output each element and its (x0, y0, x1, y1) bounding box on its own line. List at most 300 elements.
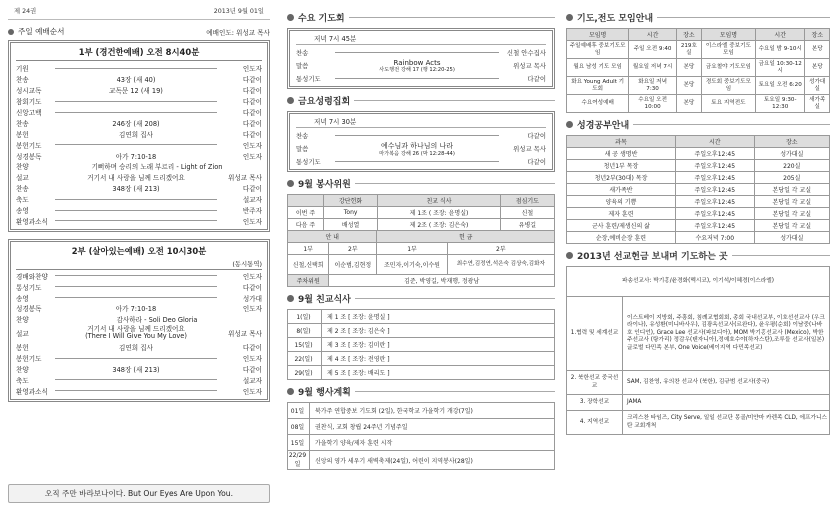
service-row (16, 161, 262, 172)
service-item-label: 설교 (16, 330, 29, 339)
table-cell: 제 2조 ( 조장: 김은숙) (378, 219, 501, 231)
table-cell: 2부 (329, 243, 377, 255)
study-title: 성경공부안내 (577, 121, 630, 131)
table-cell: 새가족반 (567, 184, 676, 196)
service-item-person: 설교자 (242, 376, 262, 385)
missionaries-row: 파송선교사: 박기홍/윤경화(멕시코), 이기석/이혜경(이스라엘) (567, 267, 830, 297)
table-header: 시간 (629, 29, 677, 41)
leader-line (55, 275, 217, 276)
table-cell: Tony (324, 207, 378, 219)
meetings-title: 기도,전도 모임안내 (577, 14, 654, 24)
leader-line (335, 52, 499, 53)
table-row (288, 451, 555, 470)
prayer-item-person: 신철 안수집사 (506, 48, 546, 57)
worship-order-title: 주일 예배순서 (18, 27, 65, 36)
table-cell: 1부 (377, 243, 447, 255)
service-row (16, 364, 262, 375)
prayer-item-person: 다같이 (527, 75, 546, 84)
prayer-item-label: 말씀 (296, 62, 309, 70)
service-item-person: 다같이 (242, 130, 262, 139)
wednesday-header (287, 11, 555, 24)
service-item-person: 인도자 (242, 217, 262, 226)
table-cell: 군사 훈련/제생신의 삶 (567, 220, 676, 232)
service-item-label: 찬송 (16, 76, 29, 85)
bullet-icon (566, 121, 573, 128)
table-row (567, 371, 830, 395)
event-date: 08일 (288, 419, 310, 435)
first-service-box (8, 40, 270, 232)
weekday-column (287, 0, 555, 507)
worship-order-header (8, 26, 270, 37)
service-item-person: 설교자 (242, 196, 262, 205)
leader-line (55, 68, 217, 69)
service-row (16, 194, 262, 205)
service-item-person: 인도자 (242, 152, 262, 161)
table-row (567, 59, 830, 77)
table-cell: 205실 (754, 172, 829, 184)
service-row (16, 183, 262, 194)
leader-line (55, 144, 217, 145)
table-row (288, 435, 555, 451)
fellowship-date: 29(일) (288, 366, 322, 380)
fellowship-date: 22(일) (288, 352, 322, 366)
table-cell: 최수연,김정연,석은숙 김상숙,김화자 (447, 255, 554, 275)
wednesday-time: 저녁 7시 45분 (296, 33, 546, 45)
service-row (16, 292, 262, 303)
mission-recipients: 이스트베이 지방회, 주흥회, 침례교협회회, 총회 국내선교부, 이호선선교사 (우크라이나), 유성환(미니바사우), 김광옥선교사(르완다), 윤우평(순회) 이남중(나바호 인디언), Grace Lee 선교사(파보디아), MOM 박기홍선교사 (Mexico), 박한주선교사 (탕가리) 정감우(텐자니아),정예호수야(하자스탄),조루들 선교사(일본) 글로벌 다민족 본부, One Voice(베이지역 다민족선교) (623, 297, 830, 371)
meetings-table (566, 28, 830, 113)
service-row (16, 385, 262, 396)
service-row (16, 117, 262, 128)
table-cell: 새가족실 (805, 95, 830, 113)
service-row (16, 74, 262, 85)
fellowship-group: 제 2 조 [ 조장: 김은숙 ] (322, 324, 555, 338)
service-item-person: 인도자 (242, 272, 262, 281)
friday-box (287, 111, 555, 172)
table-cell: 주일오후12:45 (675, 148, 754, 160)
table-row (288, 324, 555, 338)
second-service-box (8, 239, 270, 402)
leader-line (335, 135, 499, 136)
service-item-text: 246장 (새 208) (112, 119, 160, 128)
service-item-label: 축도 (16, 196, 29, 205)
table-row (567, 77, 830, 95)
table-row (288, 366, 555, 380)
worship-leader: 예배인도: 위성교 목사 (206, 28, 270, 37)
service-item-person: 위성교 목사 (228, 330, 262, 339)
table-cell: 다음 주 (288, 219, 324, 231)
divider (354, 100, 555, 101)
table-cell: 주일 오전 9:40 (629, 41, 677, 59)
issue-date: 2013년 9월 01일 (213, 8, 264, 15)
service-row (16, 172, 262, 183)
table-header: 시간 (755, 29, 805, 41)
service-item-text: 김연희 집사 (119, 344, 153, 353)
table-cell: 이순범,김현정 (329, 255, 377, 275)
service-item-detail (52, 364, 220, 374)
table-header: 과목 (567, 136, 676, 148)
info-column (566, 0, 830, 507)
table-cell: 본당일 각 교실 (754, 220, 829, 232)
missions-header (566, 249, 830, 262)
table-cell: 주일오후12:45 (675, 184, 754, 196)
mission-category: 1.협력 및 세계선교 (567, 297, 623, 371)
friday-list (296, 130, 546, 167)
event-description: 북가주 연합중보 기도회 (2일), 한국학교 가을학기 개강(7일) (310, 403, 555, 419)
table-row (567, 232, 830, 244)
table-cell: 금요일 10:30-12시 (755, 59, 805, 77)
wednesday-box (287, 28, 555, 89)
service-row (16, 353, 262, 364)
table-header: 점심기도 (500, 195, 554, 207)
service-item-person: 반주자 (242, 207, 262, 216)
service-item-label: 찬송 (16, 119, 29, 128)
service-item-person: 다같이 (242, 185, 262, 194)
table-row (288, 352, 555, 366)
prayer-item-label: 말씀 (296, 145, 309, 153)
table-cell: 수요일 밤 9-10시 (755, 41, 805, 59)
table-row (288, 338, 555, 352)
table-cell: 청년2부(30대) 목장 (567, 172, 676, 184)
fellowship-group: 제 4 조 [ 조장: 전영란 ] (322, 352, 555, 366)
worship-column (0, 0, 278, 507)
leader-line (55, 210, 217, 211)
table-cell: 이번 주 (288, 207, 324, 219)
friday-header (287, 94, 555, 107)
service-item-label: 찬양 (16, 366, 29, 375)
service-item-person: 인도자 (242, 305, 262, 314)
fellowship-group: 제 5 조 [ 조장: 배리도 ] (322, 366, 555, 380)
study-table (566, 135, 830, 244)
meetings-header (566, 11, 830, 24)
service-item-detail (52, 118, 220, 128)
table-cell: 수요일 오전 10:00 (629, 95, 677, 113)
prayer-item-person: 다같이 (527, 158, 546, 167)
service-row (16, 215, 262, 226)
sermon-passage: 사도행전 강해 17 (행 12:20-25) (379, 66, 455, 73)
event-date: 01일 (288, 403, 310, 419)
events-title: 9월 행사계획 (298, 388, 351, 398)
service-item-person: 다같이 (242, 283, 262, 292)
table-cell: 경도회 중보기도모임 (701, 77, 755, 95)
volunteers-table (287, 194, 555, 231)
service-row (16, 128, 262, 139)
fellowship-group: 제 3 조 [ 조장: 김미란 ] (322, 338, 555, 352)
interpretation-note: (동시통역) (16, 259, 262, 270)
service-item-person: 인도자 (242, 355, 262, 364)
wednesday-title: 수요 기도회 (298, 14, 345, 24)
friday-time: 저녁 7시 30분 (296, 116, 546, 128)
ushers-table (287, 230, 555, 287)
leader-line (55, 379, 217, 380)
divider (349, 17, 555, 18)
page-header (8, 6, 270, 20)
event-description: 권찬식, 교회 창립 24주년 기념주일 (310, 419, 555, 435)
table-cell: 유병길 (500, 219, 554, 231)
service-item-subtext: (There I Will Give You My Love) (85, 332, 187, 341)
table-cell: 조민자,이기숙,이수원 (377, 255, 447, 275)
table-row (567, 148, 830, 160)
divider (355, 298, 555, 299)
service-item-text: 감사하라 - Soli Deo Gloria (116, 316, 198, 325)
leader-line (55, 199, 217, 200)
service-item-detail (52, 74, 220, 84)
table-cell: 주일예배후 중보기도모임 (567, 41, 629, 59)
sermon-passage: 마가복음 강해 26 (막 12:28-44) (379, 150, 455, 157)
table-cell: 본당 (805, 59, 830, 77)
table-cell: 주일오후12:45 (675, 196, 754, 208)
fellowship-header (287, 292, 555, 305)
service-item-text: 교독문 12 (새 19) (109, 87, 163, 96)
table-cell: 순장,예비순장 훈련 (567, 232, 676, 244)
table-row (288, 403, 555, 419)
table-header: 장소 (754, 136, 829, 148)
wednesday-list (296, 47, 546, 84)
service-item-detail (52, 326, 220, 341)
service-item-label: 기원 (16, 65, 29, 74)
service-item-label: 봉헌기도 (16, 141, 42, 150)
table-cell: 화요 Young Adult 기도회 (567, 77, 629, 95)
service-item-label: 찬양 (16, 163, 29, 172)
table-cell: 양육의 기쁨 (567, 196, 676, 208)
second-service-title: 2부 (살아있는예배) 오전 10시30분 (71, 246, 207, 257)
first-service-title: 1부 (경건한예배) 오전 8시40분 (16, 46, 262, 61)
table-cell: 주차위원 (288, 275, 329, 287)
table-row (567, 41, 830, 59)
prayer-item-detail (332, 59, 502, 73)
table-header: 모임명 (701, 29, 755, 41)
service-item-person: 다같이 (242, 119, 262, 128)
table-row (567, 172, 830, 184)
service-item-text: 거기서 내 사랑을 님께 드리겠어요 (87, 324, 185, 333)
bullet-icon (287, 14, 294, 21)
prayer-item-person: 다같이 (527, 131, 546, 140)
table-cell: 성가대실 (754, 232, 829, 244)
table-row (567, 184, 830, 196)
service-item-text: 348장 (새 213) (112, 185, 160, 194)
table-header: 안 내 (288, 231, 377, 243)
table-row (288, 310, 555, 324)
table-cell: 화요일 저녁 7:30 (629, 77, 677, 95)
prayer-row (296, 141, 546, 157)
table-cell: 본당 (676, 77, 701, 95)
service-item-label: 봉헌 (16, 344, 29, 353)
service-row (16, 96, 262, 107)
table-cell: 금요철야 기도모임 (701, 59, 755, 77)
table-header: 친교 식사 (378, 195, 501, 207)
table-cell: 제자 훈련 (567, 208, 676, 220)
prayer-row (296, 130, 546, 141)
table-header: 장소 (805, 29, 830, 41)
service-item-person: 인도자 (242, 141, 262, 150)
bullet-icon (566, 14, 573, 21)
prayer-item-person: 위성교 목사 (513, 62, 546, 70)
prayer-item-label: 찬송 (296, 48, 309, 57)
service-item-person: 인도자 (242, 387, 262, 396)
service-row (16, 107, 262, 118)
service-item-label: 환영과소식 (16, 217, 48, 226)
service-item-detail (52, 161, 262, 171)
table-row (567, 208, 830, 220)
leader-line (55, 220, 217, 221)
table-row (567, 297, 830, 371)
table-cell: 1부 (288, 243, 329, 255)
service-item-label: 찬송 (16, 185, 29, 194)
service-item-label: 설교 (16, 174, 29, 183)
service-item-label: 송영 (16, 294, 29, 303)
bullet-icon (287, 388, 294, 395)
table-cell: 월요일 저녁 7시 (629, 59, 677, 77)
leader-line (55, 286, 217, 287)
service-row (16, 205, 262, 216)
service-item-label: 봉헌 (16, 130, 29, 139)
service-row (16, 139, 262, 150)
service-row (16, 303, 262, 314)
fellowship-group: 제 1 조 [ 조장: 윤명실 ] (322, 310, 555, 324)
service-item-person: 다같이 (242, 344, 262, 353)
service-row (16, 374, 262, 385)
prayer-row (296, 157, 546, 168)
volunteers-header (287, 177, 555, 190)
service-item-label: 경배와찬양 (16, 272, 48, 281)
service-item-person: 위성교 목사 (228, 174, 262, 183)
prayer-item-label: 찬송 (296, 131, 309, 140)
table-cell: 본당 (676, 95, 701, 113)
table-cell: 주일오후12:45 (675, 160, 754, 172)
service-item-text: 기뻐하며 승리의 노래 부르리 - Light of Zion (91, 163, 223, 172)
sermon-title: Rainbow Acts (393, 58, 441, 67)
table-cell: 신철 (500, 207, 554, 219)
service-row (16, 85, 262, 96)
fellowship-date: 8(일) (288, 324, 322, 338)
divider (657, 17, 830, 18)
mission-recipients: SAM, 김찬영, 유의찬 선교사 (북한), 김규범 선교사(중국) (623, 371, 830, 395)
table-cell: 2부 (447, 243, 554, 255)
leader-line (55, 297, 217, 298)
service-item-detail (52, 314, 262, 324)
bullet-icon (287, 295, 294, 302)
table-cell: 219호실 (676, 41, 701, 59)
service-item-label: 축도 (16, 376, 29, 385)
service-item-text: 아가 7:10-18 (115, 305, 157, 314)
table-cell: 월요 남성 기도 모임 (567, 59, 629, 77)
service-row (16, 270, 262, 281)
table-header-row (567, 136, 830, 148)
service-item-person: 인도자 (242, 65, 262, 74)
leader-line (55, 358, 217, 359)
divider (633, 124, 830, 125)
table-cell: 수요저녁 7:00 (675, 232, 754, 244)
table-cell: 김준, 박영길, 박재행, 정광남 (329, 275, 555, 287)
table-row (567, 160, 830, 172)
sermon-title: 예수님과 하나님의 나라 (380, 141, 454, 150)
prayer-item-detail (332, 141, 502, 157)
service-item-person: 다같이 (242, 87, 262, 96)
service-row (16, 63, 262, 74)
bullet-icon (287, 180, 294, 187)
event-description: 가을학기 양육/제자 훈련 시작 (310, 435, 555, 451)
service-item-label: 신앙고백 (16, 109, 42, 117)
service-item-text: 아가 7:10-18 (115, 152, 157, 161)
table-cell: 주일오후12:45 (675, 208, 754, 220)
prayer-row (296, 58, 546, 74)
table-row (567, 95, 830, 113)
table-row (567, 220, 830, 232)
table-header: 시간 (675, 136, 754, 148)
service-item-label: 성시교독 (16, 87, 42, 96)
events-header (287, 385, 555, 398)
table-cell: 수요여성예배 (567, 95, 629, 113)
service-item-detail (52, 151, 220, 161)
service-item-detail (52, 172, 220, 182)
table-cell: 성가대실 (754, 148, 829, 160)
table-header: 강단헌화 (324, 195, 378, 207)
event-date: 15일 (288, 435, 310, 451)
service-item-detail (52, 183, 220, 193)
first-service-list (16, 63, 262, 226)
table-cell: 이스라엘 중보기도모임 (701, 41, 755, 59)
fellowship-table (287, 309, 555, 380)
leader-line (335, 78, 499, 79)
service-item-label: 환영과소식 (16, 387, 48, 396)
table-cell: 주일오후12:45 (675, 220, 754, 232)
table-cell: 배성열 (324, 219, 378, 231)
study-header (566, 118, 830, 131)
service-item-text: 43장 (새 40) (116, 76, 156, 85)
service-item-detail (52, 303, 220, 313)
table-cell: 본당 (805, 41, 830, 59)
prayer-item-person: 위성교 목사 (513, 145, 546, 153)
leader-line (55, 101, 217, 102)
table-cell: 본당일 각 교실 (754, 208, 829, 220)
service-row (16, 325, 262, 342)
service-item-person: 다같이 (242, 109, 262, 117)
service-item-label: 통성기도 (16, 283, 42, 292)
service-item-text: 김연희 집사 (119, 130, 153, 139)
service-item-detail (52, 85, 220, 95)
table-cell: 토요 지역전도 (701, 95, 755, 113)
missions-title: 2013년 선교헌금 보내며 기도하는 곳 (577, 252, 728, 262)
service-item-person: 다같이 (242, 76, 262, 85)
bullet-icon (566, 252, 573, 259)
service-item-label: 참회기도 (16, 98, 42, 107)
table-cell: 토요일 오전 6:20 (755, 77, 805, 95)
table-cell: 주일오후12:45 (675, 172, 754, 184)
table-row (288, 419, 555, 435)
table-cell: 제 1조 ( 조장: 윤명실) (378, 207, 501, 219)
service-row (16, 281, 262, 292)
event-description: 신앙의 영가 세우기 새벽축제(24일), 어린이 지역봉사(28일) (310, 451, 555, 470)
prayer-item-label: 통성기도 (296, 158, 321, 167)
service-item-label: 성경봉독 (16, 152, 42, 161)
service-item-person: 다같이 (242, 366, 262, 375)
service-item-label: 성경봉독 (16, 305, 42, 314)
table-header: 헌 금 (377, 231, 555, 243)
table-cell: 본당 (676, 59, 701, 77)
service-row (16, 150, 262, 161)
service-item-label: 찬양 (16, 316, 29, 325)
leader-line (55, 112, 217, 113)
mission-recipients: 크리스찬 타임즈, City Serve, 일일 선교단 몽골/미얀마 카렌족 CLD, 에프가니스탄 교회개척 (623, 411, 830, 435)
bullet-icon (8, 29, 14, 35)
service-item-detail (52, 342, 220, 352)
mission-recipients: JAMA (623, 395, 830, 411)
table-cell: 성가대실 (805, 77, 830, 95)
table-cell: 신철,신택희 (288, 255, 329, 275)
mission-category: 3. 장학선교 (567, 395, 623, 411)
mission-category: 4. 지역선교 (567, 411, 623, 435)
event-date: 22/29일 (288, 451, 310, 470)
